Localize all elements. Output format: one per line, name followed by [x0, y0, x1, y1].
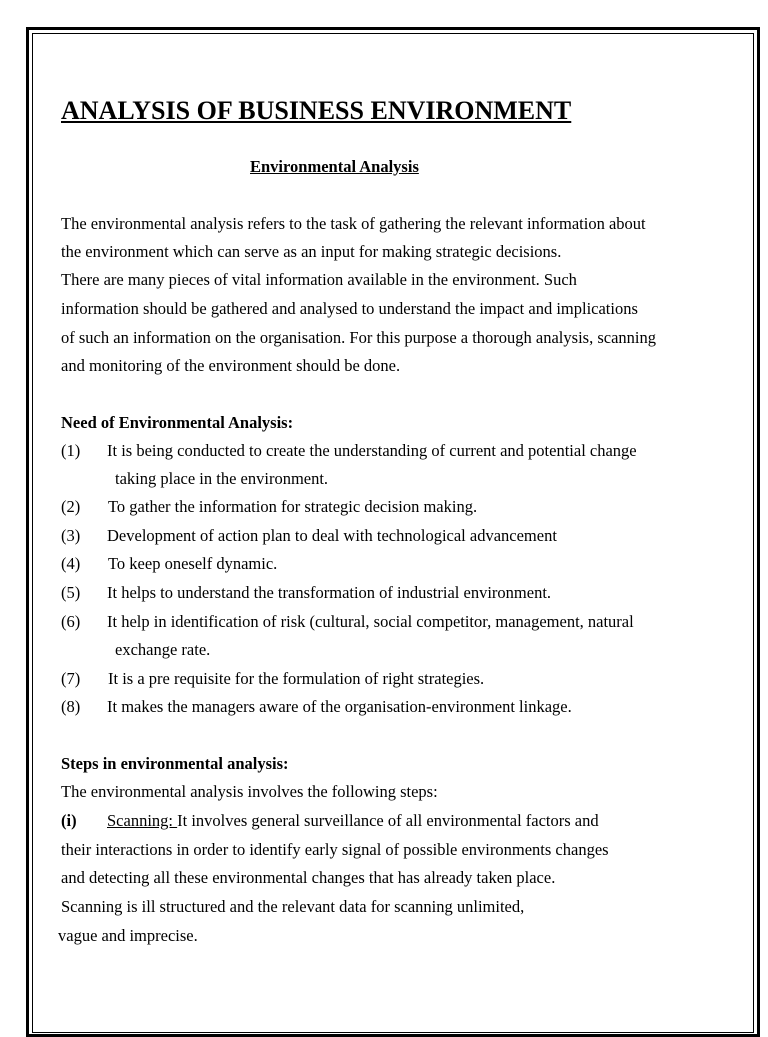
steps-heading: Steps in environmental analysis: [61, 754, 289, 773]
intro-line: The environmental analysis refers to the task of gathering the relevant information about [61, 214, 646, 233]
step-label: Scanning: [107, 811, 178, 830]
steps-intro: The environmental analysis involves the following steps: [61, 782, 438, 801]
step-line: vague and imprecise. [58, 926, 198, 945]
intro-line: There are many pieces of vital information available in the environment. Such [61, 270, 577, 289]
step-text: It involves general surveillance of all environmental factors and [177, 811, 599, 830]
step-number: (i) [61, 811, 77, 830]
list-item-continuation: taking place in the environment. [115, 469, 329, 488]
list-number: (4) [61, 554, 81, 573]
list-number: (5) [61, 583, 81, 602]
step-first-line [107, 811, 599, 831]
document-title: ANALYSIS OF BUSINESS ENVIRONMENT [61, 96, 572, 125]
need-heading: Need of Environmental Analysis: [61, 413, 294, 432]
list-item: It is a pre requisite for the formulation of right strategies. [108, 669, 485, 688]
step-line: and detecting all these environmental changes that has already taken place. [61, 868, 556, 887]
list-item: It helps to understand the transformation of industrial environment. [107, 583, 552, 602]
list-number: (1) [61, 441, 81, 460]
step-line: their interactions in order to identify early signal of possible environments changes [61, 840, 609, 859]
list-item: To keep oneself dynamic. [108, 554, 278, 573]
list-item: It makes the managers aware of the organisation-environment linkage. [107, 697, 572, 716]
intro-line: the environment which can serve as an input for making strategic decisions. [61, 242, 562, 261]
list-number: (3) [61, 526, 81, 545]
list-item-continuation: exchange rate. [115, 640, 211, 659]
list-item: To gather the information for strategic decision making. [108, 497, 478, 516]
section-subtitle: Environmental Analysis [250, 157, 419, 176]
list-item: It is being conducted to create the understanding of current and potential change [107, 441, 637, 460]
list-item: It help in identification of risk (cultural, social competitor, management, natural [107, 612, 634, 631]
step-line: Scanning is ill structured and the relevant data for scanning unlimited, [61, 897, 525, 916]
list-number: (2) [61, 497, 81, 516]
list-number: (7) [61, 669, 81, 688]
list-number: (6) [61, 612, 81, 631]
list-item: Development of action plan to deal with technological advancement [107, 526, 557, 545]
intro-line: of such an information on the organisation. For this purpose a thorough analysis, scanning [61, 328, 656, 347]
list-number: (8) [61, 697, 81, 716]
intro-line: and monitoring of the environment should be done. [61, 356, 401, 375]
intro-line: information should be gathered and analysed to understand the impact and implications [61, 299, 638, 318]
